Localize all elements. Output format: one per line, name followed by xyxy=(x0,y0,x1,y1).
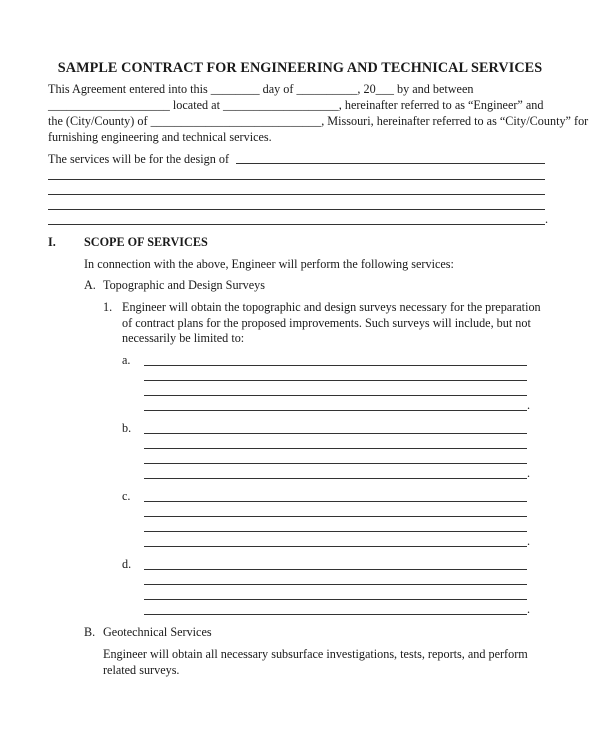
design-end-period: . xyxy=(545,212,549,226)
item-1-line-2: of contract plans for the proposed improvements. Such surveys will include, but not xyxy=(122,316,531,330)
intro-line-4: furnishing engineering and technical services. xyxy=(48,130,272,144)
item-b-end-period: . xyxy=(527,466,531,480)
item-b-field-line-3[interactable] xyxy=(144,463,527,464)
item-d-field-line-3[interactable] xyxy=(144,599,527,600)
design-label: The services will be for the design of xyxy=(48,152,230,166)
item-d-field-line-4[interactable] xyxy=(144,614,527,615)
design-field-line-4[interactable] xyxy=(48,209,545,210)
section-heading: SCOPE OF SERVICES xyxy=(84,235,208,249)
sub-a-label: A. xyxy=(84,278,96,292)
item-c-field-line-3[interactable] xyxy=(144,531,527,532)
item-a-end-period: . xyxy=(527,398,531,412)
item-letter-c: c. xyxy=(122,489,131,503)
intro-line-3: the (City/County) of ____________________________, Missouri, hereinafter referred to as “City/County” for xyxy=(48,114,589,128)
item-d-field-line-2[interactable] xyxy=(144,584,527,585)
sub-b-line-1: Engineer will obtain all necessary subsurface investigations, tests, reports, and perform xyxy=(103,647,528,661)
item-d-end-period: . xyxy=(527,602,531,616)
item-c-field-line-4[interactable] xyxy=(144,546,527,547)
design-field-line-2[interactable] xyxy=(48,179,545,180)
sub-a-title: Topographic and Design Surveys xyxy=(103,278,265,292)
item-b-field-line-2[interactable] xyxy=(144,448,527,449)
item-a-field-line-4[interactable] xyxy=(144,410,527,411)
document-title: SAMPLE CONTRACT FOR ENGINEERING AND TECHNICAL SERVICES xyxy=(57,60,543,76)
item-letter-d: d. xyxy=(122,557,132,571)
design-field-line-1[interactable] xyxy=(236,163,545,164)
item-a-field-line-1[interactable] xyxy=(144,365,527,366)
sub-b-title: Geotechnical Services xyxy=(103,625,212,639)
item-d-field-line-1[interactable] xyxy=(144,569,527,570)
item-b-field-line-1[interactable] xyxy=(144,433,527,434)
section-intro: In connection with the above, Engineer will perform the following services: xyxy=(84,257,454,271)
sub-b-line-2: related surveys. xyxy=(103,663,180,677)
sub-b-label: B. xyxy=(84,625,96,639)
intro-line-1: This Agreement entered into this ________ day of __________, 20___ by and between xyxy=(48,82,474,96)
item-b-field-line-4[interactable] xyxy=(144,478,527,479)
item-a-field-line-3[interactable] xyxy=(144,395,527,396)
intro-line-2: ____________________ located at ___________________, hereinafter referred to as “Engineer” and xyxy=(48,98,544,112)
item-c-field-line-1[interactable] xyxy=(144,501,527,502)
item-letter-a: a. xyxy=(122,353,131,367)
item-1-line-3: necessarily be limited to: xyxy=(122,331,245,345)
item-a-field-line-2[interactable] xyxy=(144,380,527,381)
item-c-end-period: . xyxy=(527,534,531,548)
item-1-number: 1. xyxy=(103,300,113,314)
design-field-line-5[interactable] xyxy=(48,224,545,225)
item-letter-b: b. xyxy=(122,421,132,435)
section-number: I. xyxy=(48,235,56,249)
design-field-line-3[interactable] xyxy=(48,194,545,195)
item-1-line-1: Engineer will obtain the topographic and design surveys necessary for the preparation xyxy=(122,300,541,314)
item-c-field-line-2[interactable] xyxy=(144,516,527,517)
